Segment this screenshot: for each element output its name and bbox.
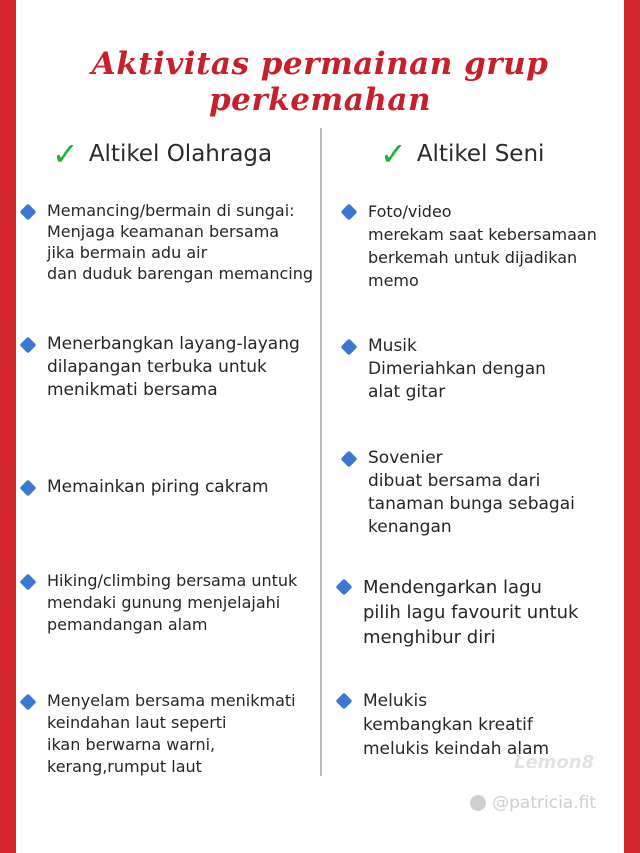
- left-red-border: [0, 0, 16, 853]
- check-icon: ✓: [380, 135, 407, 173]
- list-item-text: Sovenier dibuat bersama dari tanaman bunga sebagai kenangan: [368, 448, 575, 537]
- list-item: [343, 335, 628, 404]
- diamond-bullet-icon: [341, 451, 358, 468]
- diamond-bullet-icon: [336, 579, 353, 596]
- list-item-text: Melukis kembangkan kreatif melukis keindah alam: [363, 691, 550, 759]
- list-item-text: Memainkan piring cakram: [47, 477, 269, 497]
- list-item: [343, 447, 628, 539]
- list-item-text: Hiking/climbing bersama untuk mendaki gunung menjelajahi pemandangan alam: [47, 571, 298, 634]
- lemon8-watermark: Lemon8: [514, 752, 595, 773]
- list-item: [22, 333, 322, 402]
- right-column-header: [380, 134, 544, 174]
- list-item: [338, 689, 628, 761]
- list-item: [22, 690, 322, 778]
- list-item: [343, 200, 628, 292]
- diamond-bullet-icon: [20, 204, 37, 221]
- list-item-text: Memancing/bermain di sungai: Menjaga keamanan bersama jika bermain adu air dan duduk barengan memancing: [47, 201, 313, 283]
- list-item-text: Menyelam bersama menikmati keindahan laut seperti ikan berwarna warni, kerang,rumput laut: [47, 691, 296, 776]
- diamond-bullet-icon: [20, 574, 37, 591]
- author-watermark: [470, 793, 596, 813]
- left-column-title: Altikel Olahraga: [88, 141, 273, 167]
- list-item-text: Menerbangkan layang-layang dilapangan terbuka untuk menikmati bersama: [47, 334, 300, 400]
- list-item-text: Mendengarkan lagu pilih lagu favourit untuk menghibur diri: [363, 577, 579, 648]
- left-column-header: [52, 134, 272, 174]
- diamond-bullet-icon: [20, 694, 37, 711]
- right-column-title: Altikel Seni: [416, 141, 545, 167]
- list-item-text: Musik Dimeriahkan dengan alat gitar: [368, 336, 546, 402]
- list-item: [338, 575, 628, 650]
- diamond-bullet-icon: [341, 339, 358, 356]
- diamond-bullet-icon: [341, 204, 358, 221]
- list-item: [22, 570, 322, 636]
- diamond-bullet-icon: [20, 480, 37, 497]
- diamond-bullet-icon: [20, 337, 37, 354]
- diamond-bullet-icon: [336, 693, 353, 710]
- list-item: [22, 476, 322, 499]
- list-item-text: Foto/video merekam saat kebersamaan berkemah untuk dijadikan memo: [368, 202, 597, 290]
- user-icon: [470, 795, 486, 811]
- author-handle: @patricia.fit: [492, 793, 596, 813]
- page-title: Aktivitas permainan grup perkemahan: [91, 46, 549, 118]
- check-icon: ✓: [52, 135, 79, 173]
- list-item: [22, 200, 322, 284]
